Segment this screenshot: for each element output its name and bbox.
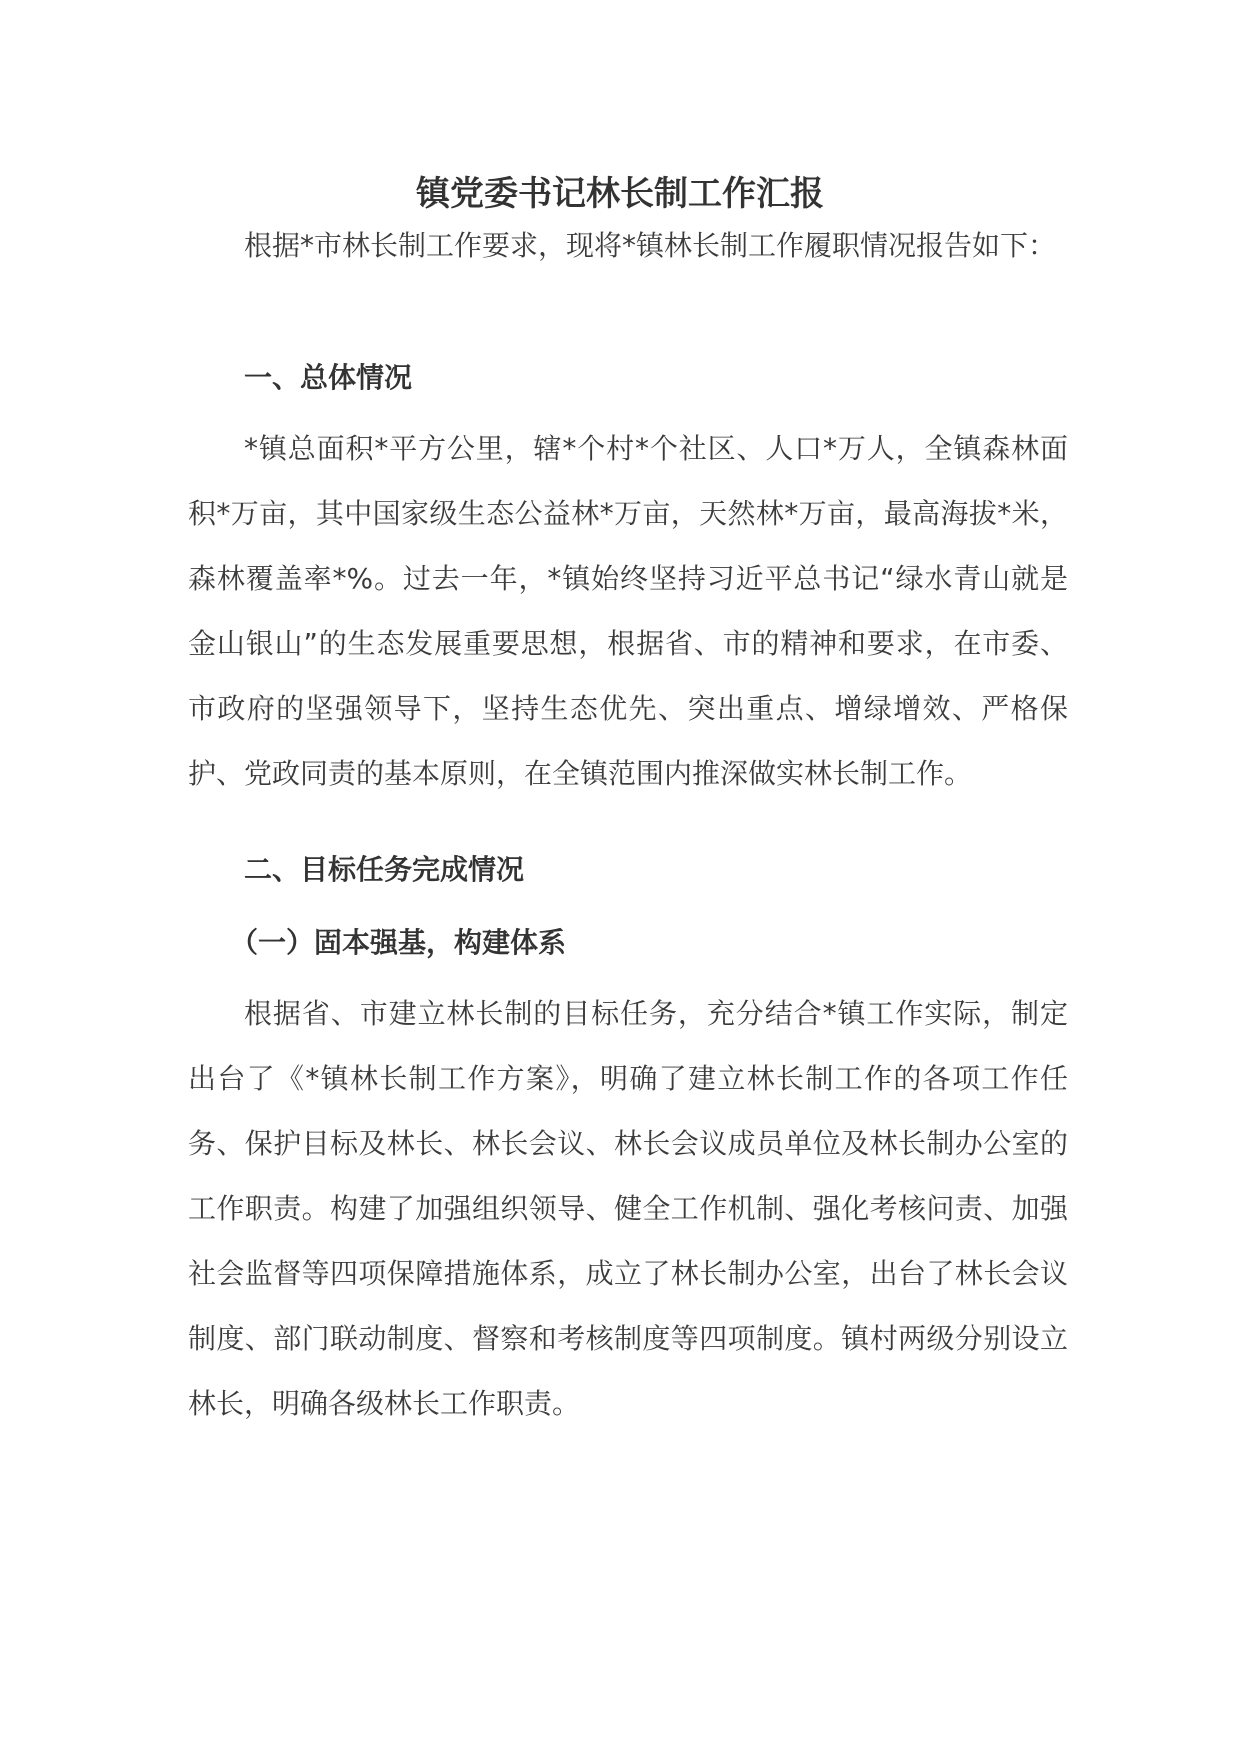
foundation-paragraph: 根据省、市建立林长制的目标任务，充分结合*镇工作实际，制定出台了《*镇林长制工作方案》，明确了建立林长制工作的各项工作任务、保护目标及林长、林长会议、林长会议成员单位及林长制办公室的工作职责。构建了加强组织领导、健全工作机制、强化考核问责、加强社会监督等四项保障措施体系，成立了林长制办公室，出台了林长会议制度、部门联动制度、督察和考核制度等四项制度。镇村两级分别设立林长，明确各级林长工作职责。: [188, 997, 1068, 1420]
overview-paragraph: *镇总面积*平方公里，辖*个村*个社区、人口*万人，全镇森林面积*万亩，其中国家级生态公益林*万亩，天然林*万亩，最高海拔*米，森林覆盖率*%。过去一年，*镇始终坚持习近平总书记“绿水青山就是金山银山”的生态发展重要思想，根据省、市的精神和要求，在市委、市政府的坚强领导下，坚持生态优先、突出重点、增绿增效、严格保护、党政同责的基本原则，在全镇范围内推深做实林长制工作。: [188, 432, 1068, 790]
subsection-heading-foundation: （一）固本强基，构建体系: [230, 926, 567, 959]
section-heading-task-completion: 二、目标任务完成情况: [244, 853, 525, 886]
intro-paragraph: 根据*市林长制工作要求，现将*镇林长制工作履职情况报告如下：: [244, 229, 1057, 262]
document-title: 镇党委书记林长制工作汇报: [416, 174, 824, 214]
section-heading-overview: 一、总体情况: [244, 361, 413, 394]
